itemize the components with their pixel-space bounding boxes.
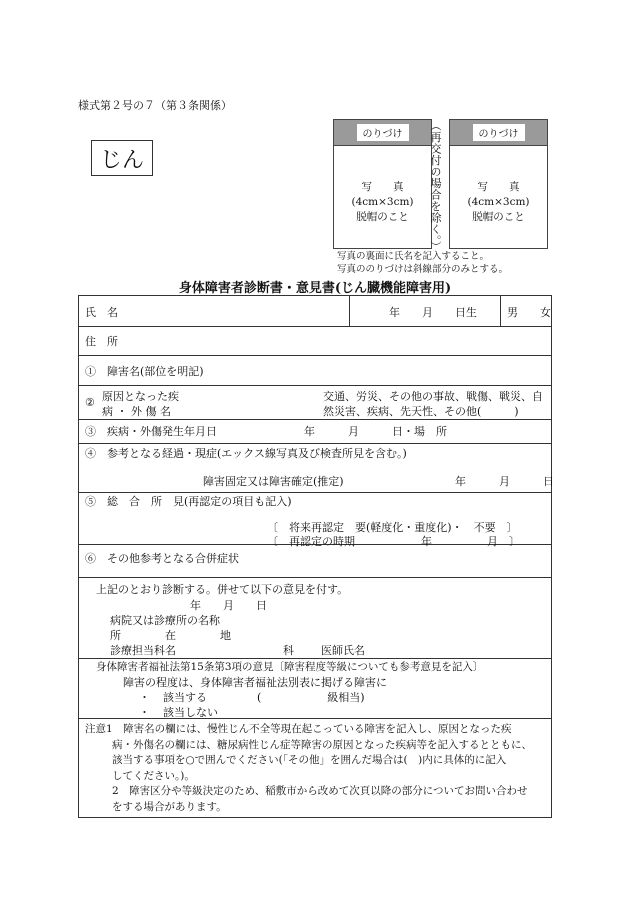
photo-hat-label: 脱帽のこと — [472, 211, 525, 223]
diagnosis-date: 年 月 日 — [190, 599, 267, 612]
form-id: 様式第２号の７（第３条関係） — [78, 99, 232, 112]
note1-line2: 病・外傷名の欄には、糖尿病性じん症等障害の原因となった疾病等を記入するとともに、 — [112, 738, 532, 751]
note2-line1: 2 障害区分や等級決定のため、稲敷市から改めて次頁以降の部分についてお問い合わせ — [112, 785, 528, 797]
glue-label: のりづけ — [473, 124, 525, 141]
note1-line4: してください。)。 — [112, 769, 195, 782]
gender-options[interactable]: 男 女 — [507, 306, 551, 319]
item2-options-line1: 交通、労災、その他の事故、戦傷、戦災、自 — [323, 390, 543, 403]
item4-history-label: ④ 参考となる経過・現症(エックス線写真及び検査所見を含む。) — [85, 447, 407, 460]
photo-box-right — [449, 119, 548, 249]
item5-overall-label: ⑤ 総 合 所 見(再認定の項目も記入) — [85, 495, 292, 508]
photo-hat-label: 脱帽のこと — [356, 211, 409, 223]
photo-notes — [337, 250, 508, 276]
opinion-bullet-2: ・ — [139, 706, 150, 719]
photo-size-label: (4cm×3cm) — [351, 196, 414, 208]
glue-strip — [450, 120, 547, 146]
item3-onset-label: ③ 疾病・外傷発生年月日 — [85, 425, 217, 438]
diagnosis-form — [78, 295, 552, 818]
item2-cause-label — [102, 389, 179, 419]
note1-line3: 該当する事項を○で囲んでください(「その他」を囲んだ場合は( )内に具体的に記入 — [112, 754, 507, 766]
photo-note-2: 写真ののりづけは斜線部分のみとする。 — [337, 264, 509, 275]
opinion-line1: 障害の程度は、身体障害者福祉法別表に掲げる障害に — [123, 676, 387, 689]
hospital-location-label: 所 在 地 — [110, 629, 231, 642]
item2-cause-options[interactable] — [323, 389, 543, 419]
name-label: 氏 名 — [85, 306, 118, 319]
photo-box-left — [333, 119, 432, 249]
opinion-heading: 身体障害者福祉法第15条第3項の意見〔障害程度等級についても参考意見を記入〕 — [96, 661, 484, 673]
glue-label: のりづけ — [357, 124, 409, 141]
item5-reexam-time: 〔 再認定の時期 年 月 〕 — [267, 535, 520, 548]
item6-complications-label: ⑥ その他参考となる合併症状 — [85, 552, 239, 565]
photo-vertical-note: （再交付の場合を除く。） — [429, 120, 442, 253]
item3-onset-date: 年 月 日・場 所 — [304, 425, 447, 438]
photo-label: 写 真 — [361, 181, 404, 193]
photo-label: 写 真 — [477, 181, 520, 193]
opinion-grade: ( 級相当) — [257, 691, 365, 704]
diagnosis-statement: 上記のとおり診断する。併せて以下の意見を付す。 — [96, 583, 349, 596]
item4-fixed-label: 障害固定又は障害確定(推定) — [203, 475, 344, 488]
item2-line2: 病 ・ 外 傷 名 — [102, 405, 171, 418]
item2-line1: 原因となった疾 — [102, 390, 179, 403]
opinion-not-applicable[interactable]: 該当しない — [163, 706, 218, 719]
item1-disability-name: ① 障害名(部位を明記) — [85, 365, 204, 378]
glue-strip — [334, 120, 431, 146]
jin-label-box: じん — [91, 140, 153, 176]
item2-options-line2: 然災害、疾病、先天性、その他( ) — [323, 405, 519, 418]
department-ka: 科 — [283, 644, 294, 657]
hospital-name-label: 病院又は診療所の名称 — [110, 614, 220, 627]
department-label: 診療担当科名 — [110, 644, 176, 657]
address-label: 住 所 — [85, 335, 118, 348]
doctor-name-label: 医師氏名 — [321, 644, 365, 657]
birth-date-label: 年 月 日生 — [389, 306, 477, 319]
photo-size-label: (4cm×3cm) — [467, 196, 530, 208]
document-title: 身体障害者診断書・意見書(じん臓機能障害用) — [178, 281, 452, 296]
item4-fixed-date: 年 月 日 — [455, 475, 554, 488]
item5-reexam-required[interactable]: 〔 将来再認定 要(軽度化・重度化)・ 不要 〕 — [267, 521, 518, 534]
opinion-applicable[interactable]: 該当する — [163, 691, 207, 704]
photo-note-1: 写真の裏面に氏名を記入すること。 — [337, 251, 490, 262]
note1-line1: 注意1 障害名の欄には、慢性じん不全等現在起こっている障害を記入し、原因となった疾 — [85, 723, 512, 735]
opinion-bullet-1: ・ — [139, 691, 150, 704]
note2-line2: をする場合があります。 — [112, 800, 227, 813]
item2-number: ② — [85, 396, 95, 409]
notes — [85, 722, 550, 815]
